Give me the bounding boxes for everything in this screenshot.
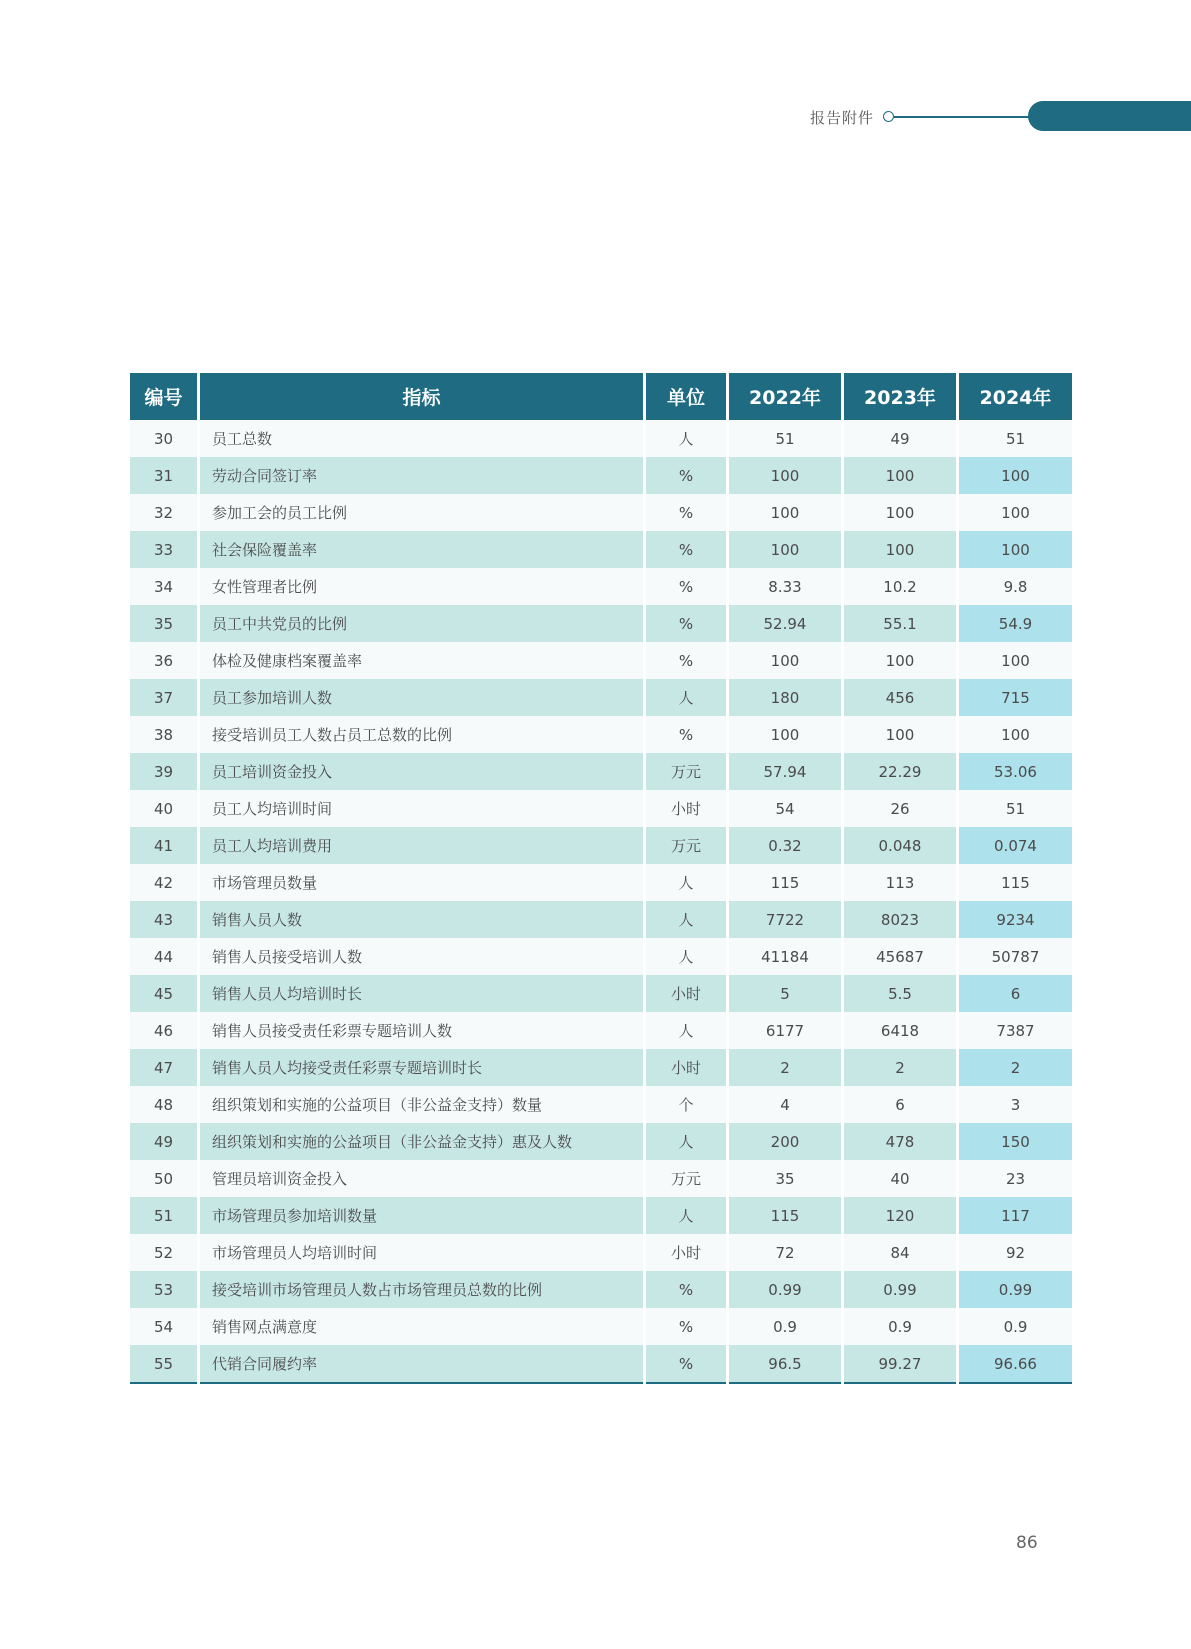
table-row: [130, 1197, 1072, 1234]
indicator-name: 接受培训员工人数占员工总数的比例: [200, 716, 643, 753]
value-2024: 9234: [959, 901, 1072, 938]
column-header-2024: 2024年: [959, 373, 1072, 420]
value-2024: 100: [959, 457, 1072, 494]
row-id: 54: [130, 1308, 197, 1345]
row-id: 36: [130, 642, 197, 679]
value-2024: 150: [959, 1123, 1072, 1160]
unit: %: [646, 568, 726, 605]
table-row: [130, 679, 1072, 716]
row-id: 38: [130, 716, 197, 753]
value-2023: 84: [844, 1234, 956, 1271]
value-2023: 100: [844, 642, 956, 679]
unit: 万元: [646, 753, 726, 790]
table-row: [130, 975, 1072, 1012]
value-2022: 2: [729, 1049, 841, 1086]
table-row: [130, 790, 1072, 827]
row-id: 53: [130, 1271, 197, 1308]
unit: 小时: [646, 790, 726, 827]
unit: 人: [646, 1012, 726, 1049]
value-2023: 8023: [844, 901, 956, 938]
row-id: 49: [130, 1123, 197, 1160]
value-2023: 6: [844, 1086, 956, 1123]
row-id: 32: [130, 494, 197, 531]
value-2023: 26: [844, 790, 956, 827]
table-row: [130, 531, 1072, 568]
value-2024: 51: [959, 790, 1072, 827]
table-row: [130, 901, 1072, 938]
header-circle-icon: [883, 111, 894, 122]
column-header-unit: 单位: [646, 373, 726, 420]
value-2023: 10.2: [844, 568, 956, 605]
table-row: [130, 1123, 1072, 1160]
table-row: [130, 827, 1072, 864]
table-body: [130, 420, 1072, 1384]
value-2022: 100: [729, 457, 841, 494]
value-2024: 2: [959, 1049, 1072, 1086]
unit: 人: [646, 901, 726, 938]
row-id: 41: [130, 827, 197, 864]
unit: 人: [646, 420, 726, 457]
unit: 小时: [646, 975, 726, 1012]
value-2022: 0.9: [729, 1308, 841, 1345]
value-2023: 456: [844, 679, 956, 716]
value-2022: 100: [729, 716, 841, 753]
indicator-name: 市场管理员数量: [200, 864, 643, 901]
unit: 万元: [646, 1160, 726, 1197]
table-row: [130, 1271, 1072, 1308]
value-2024: 100: [959, 642, 1072, 679]
value-2023: 100: [844, 531, 956, 568]
row-id: 50: [130, 1160, 197, 1197]
value-2022: 8.33: [729, 568, 841, 605]
value-2022: 100: [729, 531, 841, 568]
row-id: 44: [130, 938, 197, 975]
value-2024: 0.99: [959, 1271, 1072, 1308]
table-row: [130, 753, 1072, 790]
value-2022: 7722: [729, 901, 841, 938]
value-2022: 6177: [729, 1012, 841, 1049]
value-2024: 23: [959, 1160, 1072, 1197]
table-row: [130, 605, 1072, 642]
unit: %: [646, 457, 726, 494]
value-2023: 5.5: [844, 975, 956, 1012]
table-header-row: [130, 373, 1072, 420]
row-id: 47: [130, 1049, 197, 1086]
value-2023: 55.1: [844, 605, 956, 642]
indicator-name: 销售网点满意度: [200, 1308, 643, 1345]
indicator-name: 女性管理者比例: [200, 568, 643, 605]
table-row: [130, 568, 1072, 605]
row-id: 35: [130, 605, 197, 642]
indicator-name: 员工参加培训人数: [200, 679, 643, 716]
indicator-name: 接受培训市场管理员人数占市场管理员总数的比例: [200, 1271, 643, 1308]
indicator-name: 员工中共党员的比例: [200, 605, 643, 642]
value-2022: 0.32: [729, 827, 841, 864]
value-2022: 0.99: [729, 1271, 841, 1308]
table-row: [130, 1160, 1072, 1197]
table-row: [130, 1086, 1072, 1123]
value-2024: 100: [959, 494, 1072, 531]
unit: %: [646, 716, 726, 753]
row-id: 31: [130, 457, 197, 494]
page-number: 86: [1016, 1533, 1038, 1553]
unit: 个: [646, 1086, 726, 1123]
indicator-name: 销售人员人数: [200, 901, 643, 938]
table-row: [130, 1012, 1072, 1049]
value-2024: 6: [959, 975, 1072, 1012]
row-id: 34: [130, 568, 197, 605]
value-2024: 51: [959, 420, 1072, 457]
table-row: [130, 494, 1072, 531]
table-row: [130, 864, 1072, 901]
indicator-name: 员工总数: [200, 420, 643, 457]
row-id: 33: [130, 531, 197, 568]
value-2022: 100: [729, 642, 841, 679]
value-2022: 96.5: [729, 1345, 841, 1384]
value-2023: 100: [844, 457, 956, 494]
header-divider-line: [894, 116, 1034, 118]
value-2024: 54.9: [959, 605, 1072, 642]
unit: %: [646, 642, 726, 679]
value-2022: 115: [729, 1197, 841, 1234]
indicator-name: 员工人均培训费用: [200, 827, 643, 864]
value-2022: 5: [729, 975, 841, 1012]
unit: %: [646, 494, 726, 531]
indicator-name: 管理员培训资金投入: [200, 1160, 643, 1197]
unit: %: [646, 605, 726, 642]
header-accent-bar: [1028, 101, 1191, 131]
value-2024: 7387: [959, 1012, 1072, 1049]
table-row: [130, 1234, 1072, 1271]
value-2023: 45687: [844, 938, 956, 975]
unit: 小时: [646, 1234, 726, 1271]
value-2024: 3: [959, 1086, 1072, 1123]
indicator-name: 员工培训资金投入: [200, 753, 643, 790]
value-2024: 0.074: [959, 827, 1072, 864]
unit: 人: [646, 1123, 726, 1160]
value-2022: 41184: [729, 938, 841, 975]
value-2024: 100: [959, 531, 1072, 568]
indicator-name: 组织策划和实施的公益项目（非公益金支持）数量: [200, 1086, 643, 1123]
unit: %: [646, 1271, 726, 1308]
value-2024: 53.06: [959, 753, 1072, 790]
value-2024: 115: [959, 864, 1072, 901]
row-id: 39: [130, 753, 197, 790]
row-id: 42: [130, 864, 197, 901]
unit: 人: [646, 938, 726, 975]
value-2024: 0.9: [959, 1308, 1072, 1345]
value-2023: 478: [844, 1123, 956, 1160]
value-2022: 72: [729, 1234, 841, 1271]
indicator-name: 销售人员人均培训时长: [200, 975, 643, 1012]
table-row: [130, 420, 1072, 457]
row-id: 45: [130, 975, 197, 1012]
indicator-name: 体检及健康档案覆盖率: [200, 642, 643, 679]
column-header-2023: 2023年: [844, 373, 956, 420]
value-2022: 52.94: [729, 605, 841, 642]
indicator-name: 销售人员接受培训人数: [200, 938, 643, 975]
value-2023: 0.99: [844, 1271, 956, 1308]
value-2023: 100: [844, 716, 956, 753]
indicator-name: 市场管理员参加培训数量: [200, 1197, 643, 1234]
indicator-name: 劳动合同签订率: [200, 457, 643, 494]
row-id: 52: [130, 1234, 197, 1271]
value-2023: 0.9: [844, 1308, 956, 1345]
indicator-name: 社会保险覆盖率: [200, 531, 643, 568]
value-2022: 57.94: [729, 753, 841, 790]
row-id: 48: [130, 1086, 197, 1123]
value-2022: 100: [729, 494, 841, 531]
value-2023: 120: [844, 1197, 956, 1234]
indicator-name: 组织策划和实施的公益项目（非公益金支持）惠及人数: [200, 1123, 643, 1160]
table-row: [130, 716, 1072, 753]
indicator-name: 代销合同履约率: [200, 1345, 643, 1384]
value-2022: 54: [729, 790, 841, 827]
value-2024: 50787: [959, 938, 1072, 975]
table-row: [130, 642, 1072, 679]
unit: %: [646, 1345, 726, 1384]
table-row: [130, 1308, 1072, 1345]
row-id: 51: [130, 1197, 197, 1234]
unit: 小时: [646, 1049, 726, 1086]
row-id: 37: [130, 679, 197, 716]
value-2023: 113: [844, 864, 956, 901]
indicator-table: [127, 373, 1075, 1384]
value-2023: 99.27: [844, 1345, 956, 1384]
value-2022: 4: [729, 1086, 841, 1123]
value-2022: 115: [729, 864, 841, 901]
value-2024: 96.66: [959, 1345, 1072, 1384]
value-2024: 715: [959, 679, 1072, 716]
indicator-name: 参加工会的员工比例: [200, 494, 643, 531]
row-id: 55: [130, 1345, 197, 1384]
column-header-id: 编号: [130, 373, 197, 420]
column-header-2022: 2022年: [729, 373, 841, 420]
value-2022: 35: [729, 1160, 841, 1197]
unit: 人: [646, 679, 726, 716]
table-row: [130, 457, 1072, 494]
unit: 人: [646, 864, 726, 901]
value-2024: 100: [959, 716, 1072, 753]
value-2022: 51: [729, 420, 841, 457]
value-2022: 200: [729, 1123, 841, 1160]
row-id: 40: [130, 790, 197, 827]
unit: %: [646, 1308, 726, 1345]
section-label: 报告附件: [810, 109, 875, 127]
value-2023: 2: [844, 1049, 956, 1086]
value-2023: 100: [844, 494, 956, 531]
unit: 人: [646, 1197, 726, 1234]
row-id: 30: [130, 420, 197, 457]
table-row: [130, 938, 1072, 975]
value-2023: 49: [844, 420, 956, 457]
indicator-name: 市场管理员人均培训时间: [200, 1234, 643, 1271]
value-2023: 6418: [844, 1012, 956, 1049]
table-row: [130, 1049, 1072, 1086]
table-row: [130, 1345, 1072, 1384]
value-2024: 92: [959, 1234, 1072, 1271]
row-id: 43: [130, 901, 197, 938]
indicator-name: 员工人均培训时间: [200, 790, 643, 827]
column-header-indicator: 指标: [200, 373, 643, 420]
row-id: 46: [130, 1012, 197, 1049]
value-2023: 40: [844, 1160, 956, 1197]
indicator-name: 销售人员人均接受责任彩票专题培训时长: [200, 1049, 643, 1086]
unit: 万元: [646, 827, 726, 864]
indicator-name: 销售人员接受责任彩票专题培训人数: [200, 1012, 643, 1049]
value-2024: 117: [959, 1197, 1072, 1234]
value-2024: 9.8: [959, 568, 1072, 605]
unit: %: [646, 531, 726, 568]
value-2022: 180: [729, 679, 841, 716]
value-2023: 22.29: [844, 753, 956, 790]
value-2023: 0.048: [844, 827, 956, 864]
